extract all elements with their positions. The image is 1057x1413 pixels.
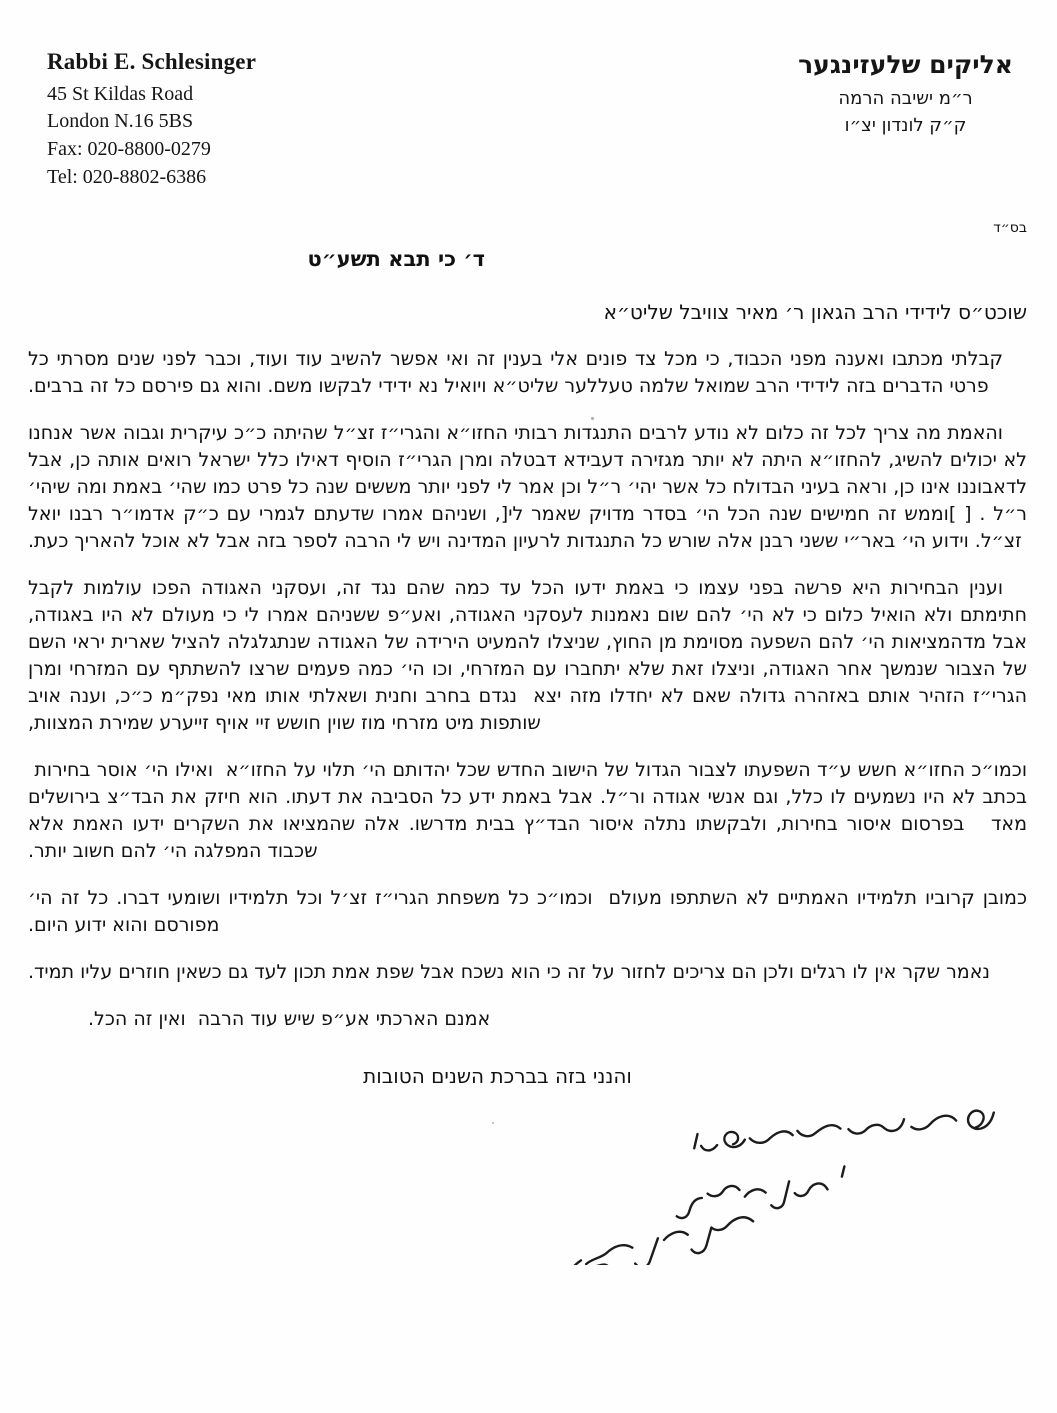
closing-blessing: והנני בזה בברכת השנים הטובות	[363, 1064, 632, 1089]
scan-speck	[492, 1122, 494, 1124]
sender-name-english: Rabbi E. Schlesinger	[47, 49, 257, 74]
bsd-mark: בס״ד	[993, 220, 1027, 237]
paragraph-7: אמנם הארכתי אע״פ שיש עוד הרבה ואין זה הכל.	[88, 1008, 491, 1031]
paragraph-2: והאמת מה צריך לכל זה כלום לא נודע לרבים התנגדות רבותי החזו״א והגרי״ז זצ״ל שהיתה כ״כ עיקרית וגבוה אשר אנחנו לא יכולים להשיג, להחזו״א היתה לא יותר מגזירה דעבידא דבטלה ומרן הגרי״ז הוסיף דאילו כלל ישראל רואים אותה כן, אבל לדאבוננו אינו כן, וראה בעיני הבדולח כל אשר יהי׳ ר״ל וכן אמר לי לפני יותר מששים שנה כל פרט כמו שהי׳ באמת ומה שיהי׳ ר״ל . [ ]וממש זה חמישים שנה הכל הי׳ בסדר מדויק שאמר לי[, ושניהם אמרו שדעתם לגמרי עם כ״ק אדמו״ר רבנו יואל זצ״ל. וידוע הי׳ באר״י ששני רבנן אלה שורש כל התנגדות לרעיון המדינה ויש לי הרבה לספר בזה אבל לא אוכל להאריך כעת.	[28, 422, 1027, 553]
sender-name-hebrew: אליקים שלעזינגער	[798, 50, 1013, 79]
sender-hebrew-block	[798, 46, 1013, 139]
greeting-line: שוכט״ס לידידי הרב הגאון ר׳ מאיר צוויבל שליט״א	[603, 300, 1027, 325]
scan-speck	[591, 417, 594, 420]
signature-strokes	[558, 1110, 1001, 1265]
paragraph-3: וענין הבחירות היא פרשה בפני עצמו כי באמת ידעו הכל עד כמה שהם נגד זה, ועסקני האגודה הפכו עולמות לקבל חתימתם ולא הואיל כלום כי לא הי׳ להם שום נאמנות לעסקני האגודה, ואע״פ ששניהם אמרו לי כי מעולם לא היו באגודה, אבל מדהמציאות הי׳ להם השפעה מסוימת מן החוץ, שניצלו להמעיט הירידה של האגודה שנתגלגלה להציל שארית יראי השם של הצבור שנמשך אחר האגודה, וניצלו זאת שלא יתחברו עם המזרחי, וכו הי׳ כמה פעמים שרצו להשתתף עם המזרחי ומרן הגרי״ז הזהיר אותם באזהרה גדולה שאם לא יחדלו מזה יצא נגדם בחרב וחנית ושאלתי אותו מאי נפק״מ כ״כ, וענה אויב שותפות מיט מזרחי מוז שוין חושש זיי אויף זייערע שמירת המצוות,	[28, 577, 1027, 735]
sender-fax-line: Fax: 020-8800-0279	[47, 137, 211, 160]
paragraph-5: כמובן קרוביו תלמידיו האמתיים לא השתתפו מעולם וכמו״כ כל משפחת הגרי״ז זצ׳ל וכל תלמידיו ושומעי דברו. כל זה הי׳ מפורסם והוא ידוע היום.	[28, 887, 1027, 937]
sender-tel-line: Tel: 020-8802-6386	[47, 165, 207, 188]
sender-title-line: ק״ק לונדון יצ״ו	[844, 114, 967, 136]
sender-address-line: London N.16 5BS	[47, 110, 194, 133]
sender-address-line: 45 St Kildas Road	[47, 82, 194, 105]
paragraph-6: נאמר שקר אין לו רגלים ולכן הם צריכים לחזור על זה כי הוא נשכח אבל שפת אמת תכון לעד גם כשאין חוזרים עליו תמיד.	[28, 961, 991, 984]
sender-english-block	[47, 46, 256, 191]
hebrew-date: ד׳ כי תבא תשע״ט	[307, 247, 485, 272]
sender-title-line: ר״מ ישיבה הרמה	[838, 87, 973, 109]
letter-body	[0, 215, 1057, 1265]
paragraph-4: וכמו״כ החזו״א חשש ע״ד השפעתו לצבור הגדול של הישוב החדש שכל יהדותם הי׳ תלוי על החזו״א ואילו הי׳ אוסר בחירות בכתב לא היו נשמעים לו כלל, וגם אנשי אגודה ור״ל. אבל באמת ידע כל הסביבה את דעתו. הוא חיזק את הבד״צ בירושלים מאד בפרסום איסור בחירות, ולבקשתו נתלה איסור הבד״ץ בבית מדרשו. אלה שהמציאו את השקרים ידעו האמת אלא שכבוד המפלגה הי׳ להם חשוב יותר.	[28, 759, 1027, 863]
letterhead	[0, 0, 1057, 191]
paragraph-1: קבלתי מכתבו ואענה מפני הכבוד, כי מכל צד פונים אלי בענין זה ואי אפשר להשיב עוד ועוד, וכבר לפני שנים מסרתי כל פרטי הדברים בזה לידידי הרב שמואל שלמה טעללער שליט״א ויואיל נא ידידי לבקשו משם. והוא גם פירסם כל זה ברבים.	[28, 348, 1003, 398]
handwritten-signature	[527, 1100, 1027, 1265]
